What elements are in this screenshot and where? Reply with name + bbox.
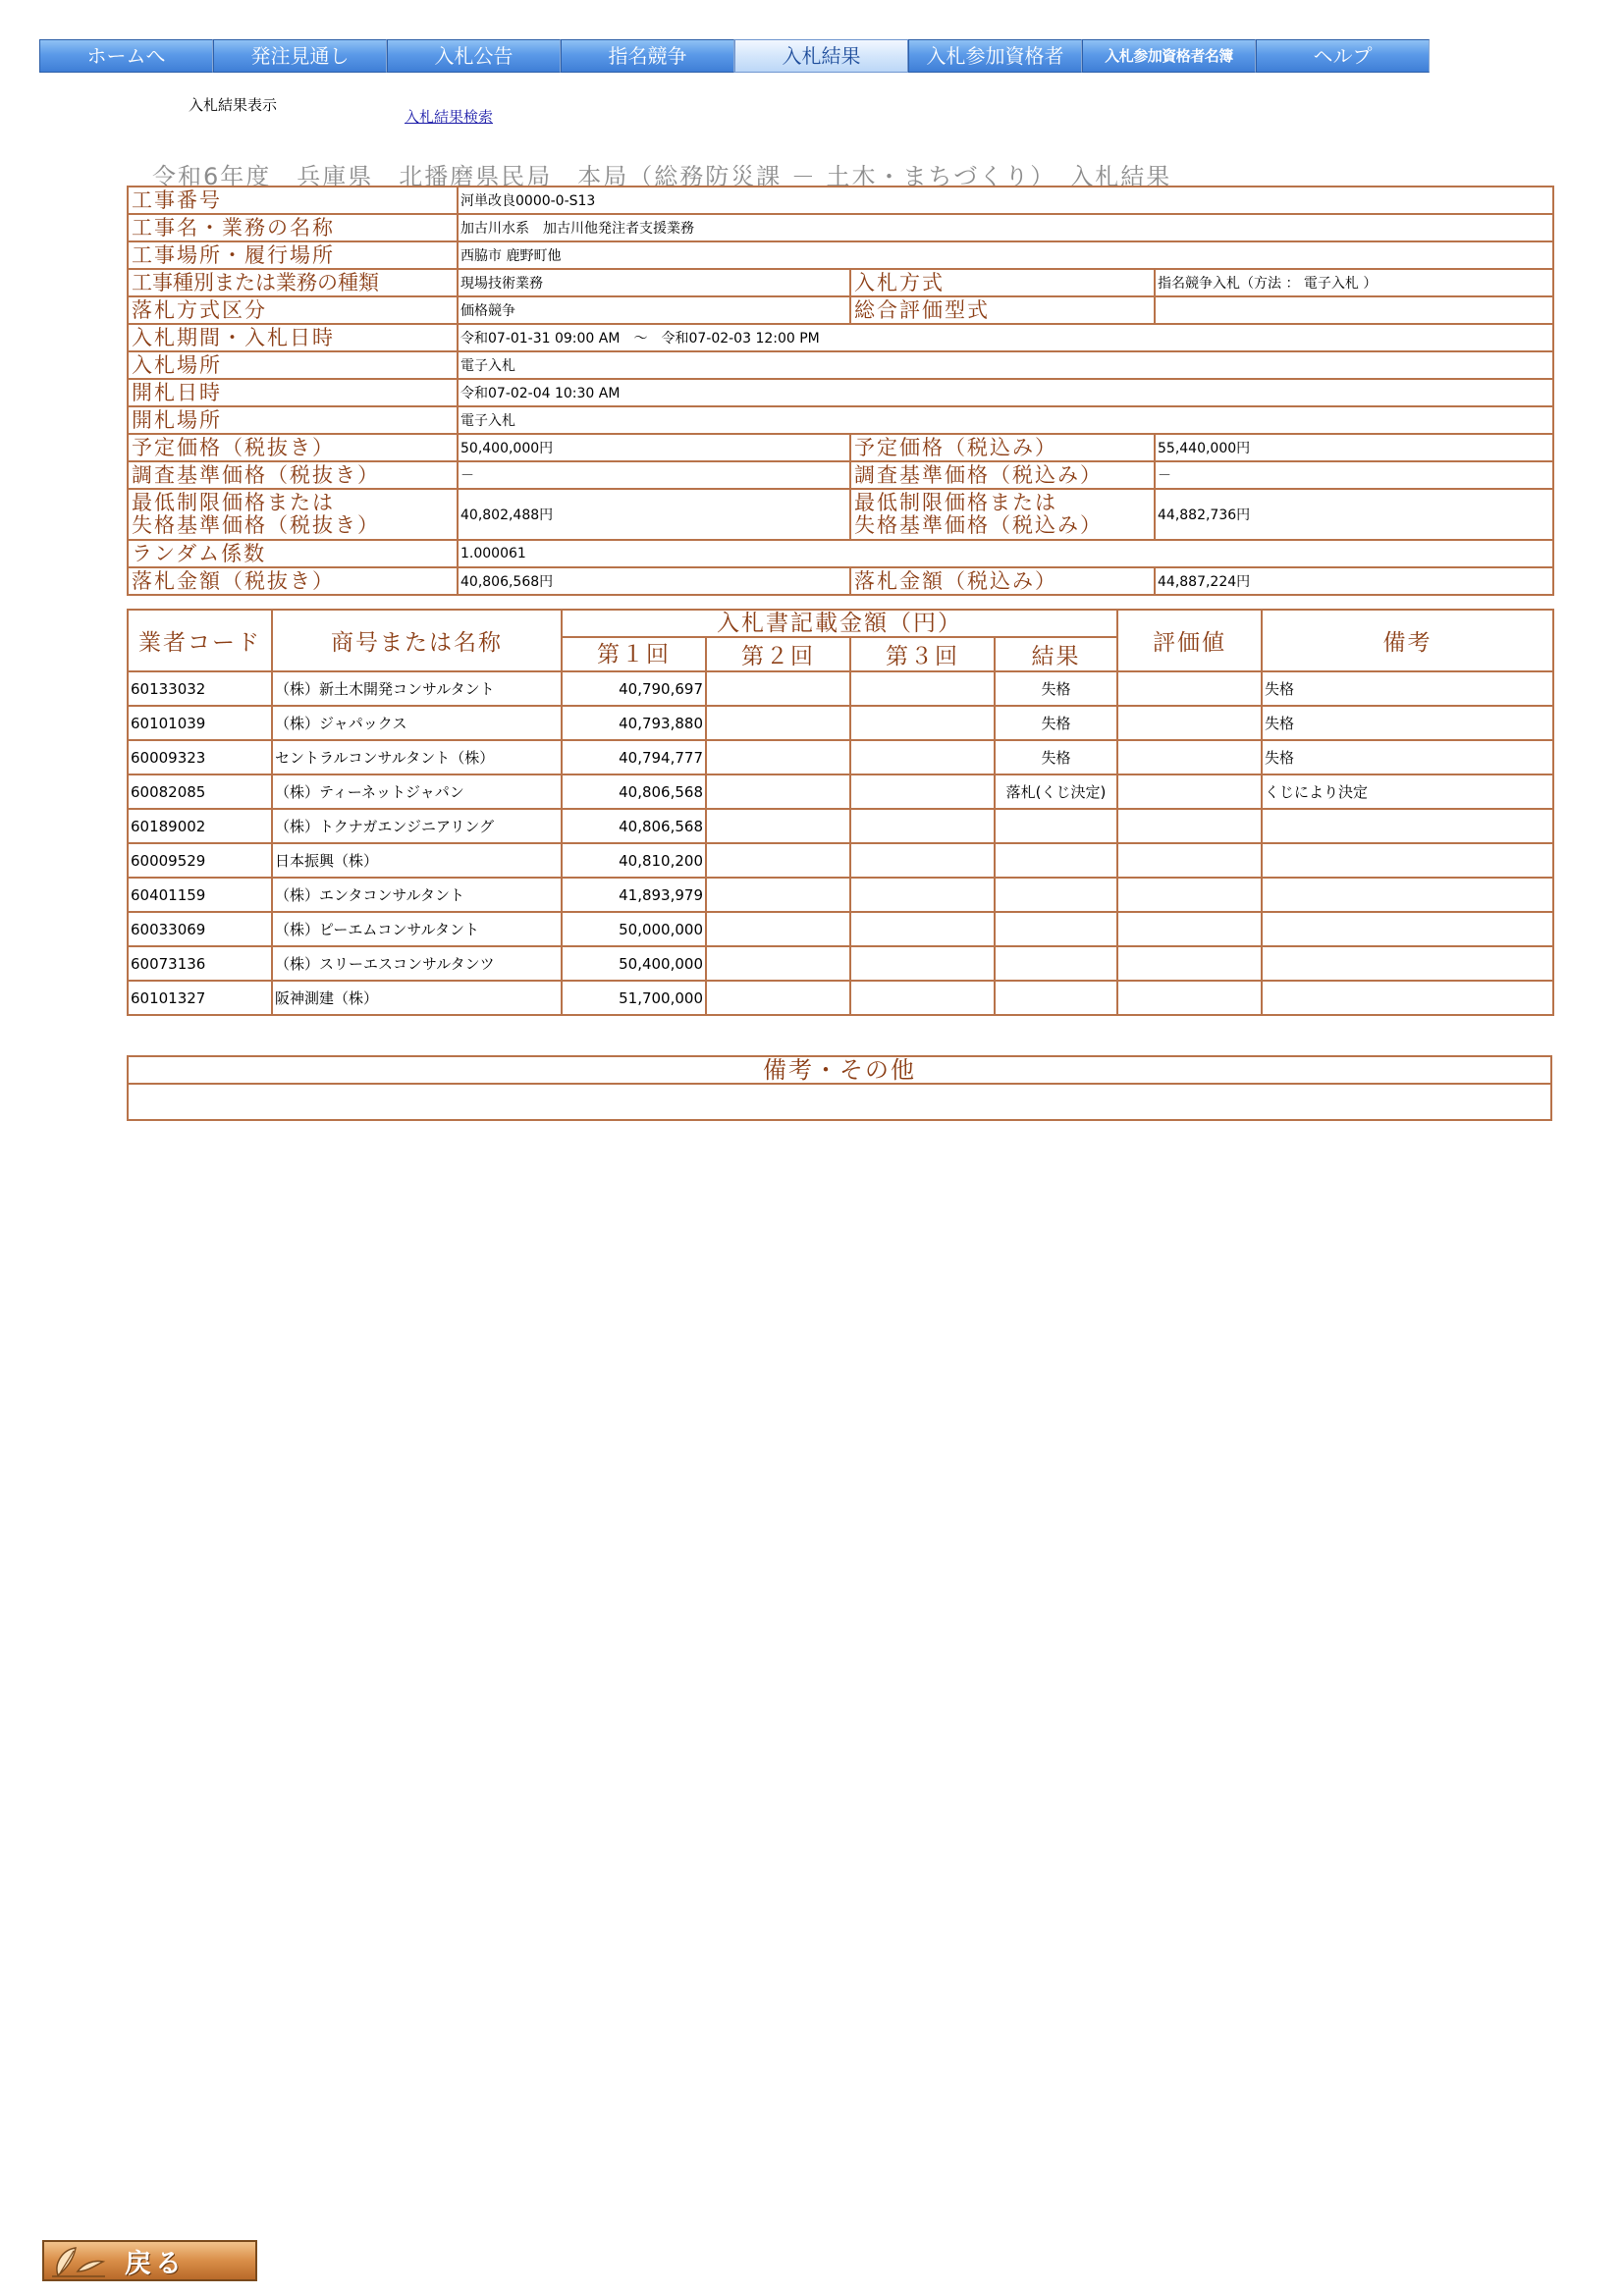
remarks-cell: [1262, 912, 1553, 946]
notes-header-row: [128, 1056, 1551, 1084]
round-3-amount-cell: [850, 912, 995, 946]
info-row-award-amount: [128, 567, 1553, 595]
round-3-amount-cell: [850, 740, 995, 774]
eval-value-cell: [1117, 671, 1262, 706]
table-row: [128, 774, 1553, 809]
planned-price-in-label: 予定価格（税込み）: [850, 434, 1155, 461]
header-vendor-name: 商号または名称: [272, 610, 562, 671]
planned-price-in-value: 55,440,000円: [1155, 434, 1553, 461]
round-2-amount-cell: [706, 671, 850, 706]
bid-method-value: 指名競争入札（方法 ： 電子入札 ）: [1155, 269, 1553, 296]
vendor-name-cell: （株）エンタコンサルタント: [272, 878, 562, 912]
work-number-value: 河単改良0000-0-S13: [458, 187, 1553, 214]
round-1-amount-cell: 40,806,568: [562, 774, 706, 809]
eval-value-cell: [1117, 774, 1262, 809]
table-row: [128, 740, 1553, 774]
remarks-cell: [1262, 843, 1553, 878]
random-coef-label: ランダム係数: [128, 540, 458, 567]
result-cell: [995, 809, 1117, 843]
table-row: [128, 878, 1553, 912]
eval-value-cell: [1117, 981, 1262, 1015]
round-1-amount-cell: 40,806,568: [562, 809, 706, 843]
nav-tab-qualified-bidders-list[interactable]: 入札参加資格者名簿: [1082, 39, 1256, 73]
round-1-amount-cell: 40,790,697: [562, 671, 706, 706]
table-row: [128, 809, 1553, 843]
notes-header: 備考・その他: [128, 1056, 1551, 1084]
eval-type-label: 総合評価型式: [850, 296, 1155, 324]
eval-value-cell: [1117, 946, 1262, 981]
page-label: 入札結果表示: [189, 96, 278, 114]
round-3-amount-cell: [850, 843, 995, 878]
info-row-award-method: [128, 296, 1553, 324]
random-coef-value: 1.000061: [458, 540, 1553, 567]
bid-results-search-link[interactable]: 入札結果検索: [405, 108, 494, 126]
back-button[interactable]: [42, 2240, 257, 2281]
round-2-amount-cell: [706, 740, 850, 774]
back-button-label: 戻る: [125, 2248, 186, 2279]
opening-place-value: 電子入札: [458, 406, 1553, 434]
nav-tab-bid-announcement[interactable]: 入札公告: [387, 39, 561, 73]
award-amount-ex-value: 40,806,568円: [458, 567, 850, 595]
round-3-amount-cell: [850, 774, 995, 809]
vendor-name-cell: 阪神測建（株）: [272, 981, 562, 1015]
round-2-amount-cell: [706, 946, 850, 981]
eval-value-cell: [1117, 912, 1262, 946]
header-remarks: 備考: [1262, 610, 1553, 671]
result-cell: 失格: [995, 671, 1117, 706]
bid-results-table: [127, 609, 1554, 1016]
min-price-in-label: [850, 489, 1155, 540]
remarks-cell: 失格: [1262, 740, 1553, 774]
round-1-amount-cell: 41,893,979: [562, 878, 706, 912]
planned-price-ex-label: 予定価格（税抜き）: [128, 434, 458, 461]
info-row-opening-place: [128, 406, 1553, 434]
nav-tab-help[interactable]: ヘルプ: [1256, 39, 1430, 73]
eval-type-value: [1155, 296, 1553, 324]
result-cell: 失格: [995, 740, 1117, 774]
round-2-amount-cell: [706, 809, 850, 843]
planned-price-ex-value: 50,400,000円: [458, 434, 850, 461]
vendor-code-cell: 60033069: [128, 912, 272, 946]
vendor-code-cell: 60189002: [128, 809, 272, 843]
result-cell: [995, 946, 1117, 981]
vendor-name-cell: （株）ピーエムコンサルタント: [272, 912, 562, 946]
remarks-cell: [1262, 981, 1553, 1015]
bid-place-value: 電子入札: [458, 351, 1553, 379]
opening-date-label: 開札日時: [128, 379, 458, 406]
remarks-cell: 失格: [1262, 671, 1553, 706]
round-1-amount-cell: 40,810,200: [562, 843, 706, 878]
award-method-label: 落札方式区分: [128, 296, 458, 324]
bid-period-label: 入札期間・入札日時: [128, 324, 458, 351]
min-price-in-label-line2: 失格基準価格（税込み）: [854, 513, 1103, 537]
bid-place-label: 入札場所: [128, 351, 458, 379]
min-price-in-label-line1: 最低制限価格または: [854, 491, 1057, 514]
survey-price-in-value: －: [1155, 461, 1553, 489]
info-row-work-name: [128, 214, 1553, 241]
work-type-label: 工事種別または業務の種類: [128, 269, 458, 296]
info-row-min-price: [128, 489, 1553, 540]
header-round-3: 第３回: [850, 637, 995, 671]
eval-value-cell: [1117, 706, 1262, 740]
survey-price-ex-value: －: [458, 461, 850, 489]
opening-date-value: 令和07-02-04 10:30 AM: [458, 379, 1553, 406]
header-bid-amount: 入札書記載金額（円）: [562, 610, 1117, 637]
vendor-name-cell: （株）ティーネットジャパン: [272, 774, 562, 809]
work-number-label: 工事番号: [128, 187, 458, 214]
round-3-amount-cell: [850, 981, 995, 1015]
info-row-work-number: [128, 187, 1553, 214]
round-3-amount-cell: [850, 878, 995, 912]
eval-value-cell: [1117, 740, 1262, 774]
min-price-in-value: 44,882,736円: [1155, 489, 1553, 540]
round-3-amount-cell: [850, 671, 995, 706]
table-row: [128, 912, 1553, 946]
nav-tab-bid-results[interactable]: 入札結果: [734, 39, 908, 73]
award-method-value: 価格競争: [458, 296, 850, 324]
work-type-value: 現場技術業務: [458, 269, 850, 296]
survey-price-in-label: 調査基準価格（税込み）: [850, 461, 1155, 489]
eval-value-cell: [1117, 809, 1262, 843]
result-cell: 失格: [995, 706, 1117, 740]
info-row-survey-price: [128, 461, 1553, 489]
round-3-amount-cell: [850, 946, 995, 981]
vendor-code-cell: 60009323: [128, 740, 272, 774]
nav-tab-home[interactable]: ホームへ: [39, 39, 213, 73]
main-nav-bar: [39, 39, 1430, 75]
table-row: [128, 843, 1553, 878]
vendor-name-cell: （株）新土木開発コンサルタント: [272, 671, 562, 706]
survey-price-ex-label: 調査基準価格（税抜き）: [128, 461, 458, 489]
min-price-ex-value: 40,802,488円: [458, 489, 850, 540]
work-name-value: 加古川水系 加古川他発注者支援業務: [458, 214, 1553, 241]
info-row-bid-period: [128, 324, 1553, 351]
remarks-cell: [1262, 809, 1553, 843]
header-vendor-code: 業者コード: [128, 610, 272, 671]
table-row: [128, 946, 1553, 981]
vendor-name-cell: セントラルコンサルタント（株）: [272, 740, 562, 774]
info-row-random-coef: [128, 540, 1553, 567]
table-row: [128, 671, 1553, 706]
eval-value-cell: [1117, 843, 1262, 878]
bid-table-header-row-1: [128, 610, 1553, 637]
info-row-work-type: [128, 269, 1553, 296]
round-1-amount-cell: 51,700,000: [562, 981, 706, 1015]
result-cell: 落札(くじ決定): [995, 774, 1117, 809]
info-row-location: [128, 241, 1553, 269]
leaf-icon: [48, 2242, 107, 2279]
vendor-code-cell: 60082085: [128, 774, 272, 809]
vendor-name-cell: （株）ジャパックス: [272, 706, 562, 740]
table-row: [128, 706, 1553, 740]
round-2-amount-cell: [706, 912, 850, 946]
vendor-code-cell: 60101039: [128, 706, 272, 740]
round-2-amount-cell: [706, 774, 850, 809]
header-eval-value: 評価値: [1117, 610, 1262, 671]
header-round-1: 第１回: [562, 637, 706, 671]
contract-info-table: [127, 186, 1554, 596]
result-cell: [995, 843, 1117, 878]
notes-content: [128, 1084, 1551, 1120]
round-3-amount-cell: [850, 809, 995, 843]
vendor-code-cell: 60133032: [128, 671, 272, 706]
round-1-amount-cell: 40,794,777: [562, 740, 706, 774]
min-price-ex-label-line1: 最低制限価格または: [132, 491, 335, 514]
vendor-name-cell: 日本振興（株）: [272, 843, 562, 878]
bid-table-body: [128, 671, 1553, 1015]
vendor-name-cell: （株）スリーエスコンサルタンツ: [272, 946, 562, 981]
round-2-amount-cell: [706, 878, 850, 912]
result-cell: [995, 981, 1117, 1015]
notes-table: [127, 1055, 1552, 1121]
opening-place-label: 開札場所: [128, 406, 458, 434]
award-amount-in-label: 落札金額（税込み）: [850, 567, 1155, 595]
page-title: 令和6年度 兵庫県 北播磨県民局 本局（総務防災課 － 土木・まちづくり） 入札結果: [152, 163, 1172, 190]
work-name-label: 工事名・業務の名称: [128, 214, 458, 241]
vendor-code-cell: 60401159: [128, 878, 272, 912]
location-value: 西脇市 鹿野町他: [458, 241, 1553, 269]
remarks-cell: [1262, 878, 1553, 912]
round-2-amount-cell: [706, 843, 850, 878]
remarks-cell: 失格: [1262, 706, 1553, 740]
award-amount-in-value: 44,887,224円: [1155, 567, 1553, 595]
info-row-planned-price: [128, 434, 1553, 461]
nav-tab-order-forecast[interactable]: 発注見通し: [213, 39, 387, 73]
location-label: 工事場所・履行場所: [128, 241, 458, 269]
round-2-amount-cell: [706, 706, 850, 740]
table-row: [128, 981, 1553, 1015]
vendor-code-cell: 60073136: [128, 946, 272, 981]
eval-value-cell: [1117, 878, 1262, 912]
notes-content-row: [128, 1084, 1551, 1120]
header-round-2: 第２回: [706, 637, 850, 671]
round-3-amount-cell: [850, 706, 995, 740]
award-amount-ex-label: 落札金額（税抜き）: [128, 567, 458, 595]
bid-method-label: 入札方式: [850, 269, 1155, 296]
info-row-bid-place: [128, 351, 1553, 379]
vendor-code-cell: 60009529: [128, 843, 272, 878]
min-price-ex-label: [128, 489, 458, 540]
info-row-opening-date: [128, 379, 1553, 406]
round-2-amount-cell: [706, 981, 850, 1015]
header-result: 結果: [995, 637, 1117, 671]
result-cell: [995, 912, 1117, 946]
result-cell: [995, 878, 1117, 912]
remarks-cell: くじにより決定: [1262, 774, 1553, 809]
vendor-name-cell: （株）トクナガエンジニアリング: [272, 809, 562, 843]
vendor-code-cell: 60101327: [128, 981, 272, 1015]
round-1-amount-cell: 40,793,880: [562, 706, 706, 740]
nav-tab-designated-competition[interactable]: 指名競争: [561, 39, 734, 73]
round-1-amount-cell: 50,400,000: [562, 946, 706, 981]
bid-period-value: 令和07-01-31 09:00 AM ～ 令和07-02-03 12:00 PM: [458, 324, 1553, 351]
remarks-cell: [1262, 946, 1553, 981]
nav-tab-qualified-bidders[interactable]: 入札参加資格者: [908, 39, 1082, 73]
min-price-ex-label-line2: 失格基準価格（税抜き）: [132, 513, 380, 537]
round-1-amount-cell: 50,000,000: [562, 912, 706, 946]
